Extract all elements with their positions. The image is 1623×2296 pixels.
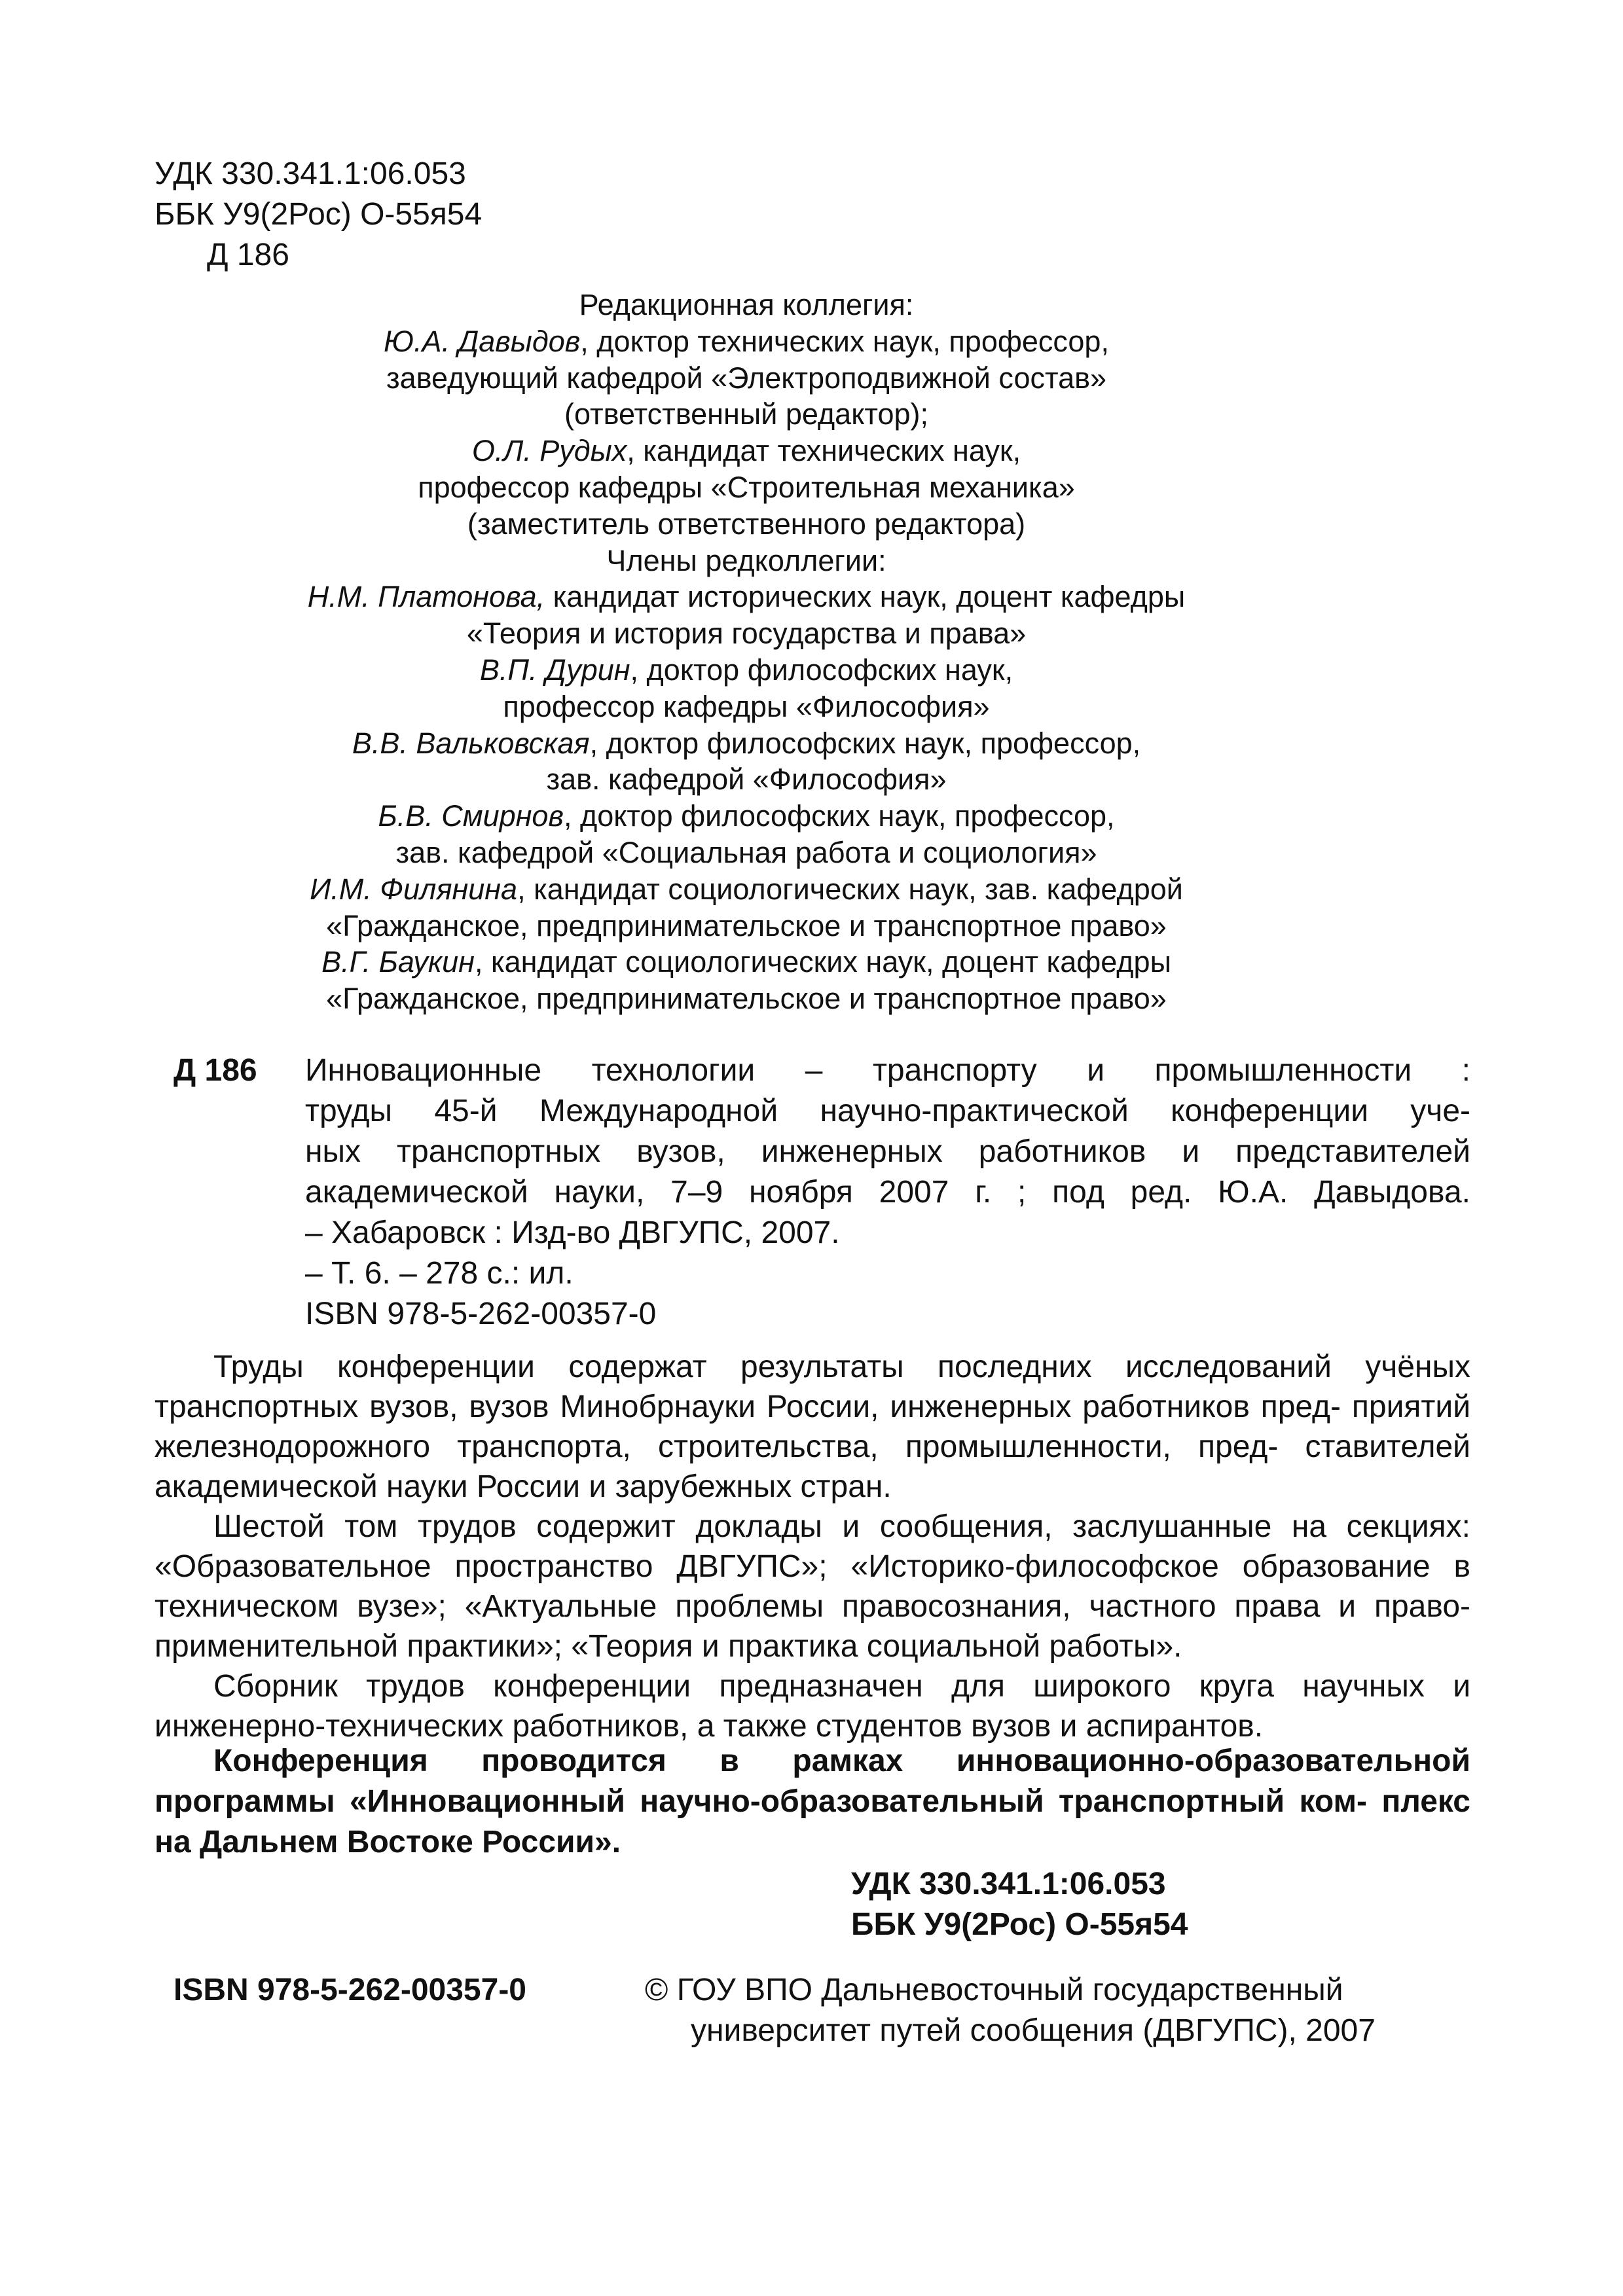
footer-udk: УДК 330.341.1:06.053 bbox=[851, 1867, 1166, 1901]
member-line: «Гражданское, предпринимательское и транспортное право» bbox=[326, 982, 1167, 1016]
deputy-editor-line3: (заместитель ответственного редактора) bbox=[467, 507, 1026, 541]
member-line: профессор кафедры «Философия» bbox=[503, 689, 990, 723]
editorial-board bbox=[196, 287, 1296, 1017]
annotation bbox=[155, 1347, 1470, 1746]
member-name: Б.В. Смирнов bbox=[378, 799, 564, 833]
conference-note-text: Конференция проводится в рамках инновационно-образовательной программы «Инновационный научно-образовательный транспортный ком- плекс на Дальнем Востоке России». bbox=[155, 1744, 1470, 1859]
deputy-editor-line1: О.Л. Рудых, кандидат технических наук, bbox=[471, 434, 1021, 468]
footer-codes bbox=[851, 1864, 1188, 1945]
chief-editor-line2: заведующий кафедрой «Электроподвижной состав» bbox=[386, 361, 1107, 395]
deputy-editor-line2: профессор кафедры «Строительная механика» bbox=[418, 470, 1075, 504]
annotation-paragraph: Сборник трудов конференции предназначен для широкого круга научных и инженерно-технических работников, а также студентов вузов и аспирантов. bbox=[155, 1669, 1470, 1744]
bbk-code: ББК У9(2Рос) О-55я54 bbox=[155, 197, 483, 232]
isbn-footer: ISBN 978-5-262-00357-0 bbox=[173, 1973, 526, 2007]
member-name: В.П. Дурин bbox=[479, 653, 630, 687]
member-line: Н.М. Платонова, кандидат исторических наук, доцент кафедры bbox=[307, 580, 1186, 614]
catalog-entry-line: академической науки, 7–9 ноября 2007 г. ; под ред. Ю.А. Давыдова. bbox=[305, 1175, 1470, 1210]
catalog-entry bbox=[305, 1050, 1470, 1335]
catalog-entry-line: – Т. 6. – 278 с.: ил. bbox=[305, 1256, 574, 1291]
members-title: Члены редколлегии: bbox=[606, 543, 886, 577]
udk-code: УДК 330.341.1:06.053 bbox=[155, 156, 466, 191]
member-line: Б.В. Смирнов, доктор философских наук, профессор, bbox=[378, 799, 1115, 833]
member-line: «Теория и история государства и права» bbox=[466, 617, 1027, 651]
board-title: Редакционная коллегия: bbox=[579, 288, 914, 321]
member-name: И.М. Филянина bbox=[310, 872, 518, 906]
member-name: В.В. Вальковская bbox=[352, 726, 590, 760]
catalog-entry-isbn: ISBN 978-5-262-00357-0 bbox=[305, 1297, 657, 1331]
catalog-entry-line: Инновационные технологии – транспорту и промышленности : bbox=[305, 1053, 1470, 1088]
catalog-entry-line: – Хабаровск : Изд-во ДВГУПС, 2007. bbox=[305, 1215, 840, 1250]
copyright-line1: © ГОУ ВПО Дальневосточный государственный bbox=[645, 1973, 1343, 2007]
annotation-paragraph: Шестой том трудов содержит доклады и сообщения, заслушанные на секциях: «Образовательное пространство ДВГУПС»; «Историко-философское образование в техническом вузе»; «Актуальные проблемы правосознания, частного права и право- применительной практики»; «Теория и практика социальной работы». bbox=[155, 1509, 1470, 1664]
chief-editor-line3: (ответственный редактор); bbox=[564, 397, 929, 431]
conference-note bbox=[155, 1741, 1470, 1863]
catalog-entry-line: ных транспортных вузов, инженерных работников и представителей bbox=[305, 1134, 1470, 1169]
member-name: В.Г. Баукин bbox=[321, 945, 475, 979]
annotation-paragraph: Труды конференции содержат результаты последних исследований учёных транспортных вузов, вузов Минобрнауки России, инженерных работников пред- приятий железнодорожного транспорта, строительства, промышленности, пред- ставителей академической науки России и зарубежных стран. bbox=[155, 1350, 1470, 1504]
copyright bbox=[645, 1970, 1457, 2051]
member-line: В.Г. Баукин, кандидат социологических наук, доцент кафедры bbox=[321, 945, 1171, 979]
author-mark: Д 186 bbox=[207, 238, 289, 272]
member-line: зав. кафедрой «Социальная работа и социология» bbox=[395, 835, 1097, 869]
member-line: В.В. Вальковская, доктор философских наук, профессор, bbox=[352, 726, 1141, 760]
catalog-entry-line: труды 45-й Международной научно-практической конференции уче- bbox=[305, 1094, 1470, 1128]
copyright-line2: университет путей сообщения (ДВГУПС), 2007 bbox=[691, 2013, 1376, 2048]
footer-bbk: ББК У9(2Рос) О-55я54 bbox=[851, 1907, 1188, 1942]
deputy-editor-name: О.Л. Рудых bbox=[471, 434, 627, 468]
chief-editor-name: Ю.А. Давыдов bbox=[384, 324, 581, 358]
member-line: И.М. Филянина, кандидат социологических наук, зав. кафедрой bbox=[310, 872, 1183, 906]
library-codes bbox=[155, 154, 482, 276]
catalog-entry-code: Д 186 bbox=[173, 1053, 257, 1088]
chief-editor-line1: Ю.А. Давыдов, доктор технических наук, профессор, bbox=[384, 324, 1109, 358]
member-line: «Гражданское, предпринимательское и транспортное право» bbox=[326, 908, 1167, 942]
member-name: Н.М. Платонова, bbox=[307, 580, 545, 614]
member-line: В.П. Дурин, доктор философских наук, bbox=[479, 653, 1013, 687]
member-line: зав. кафедрой «Философия» bbox=[546, 762, 947, 797]
